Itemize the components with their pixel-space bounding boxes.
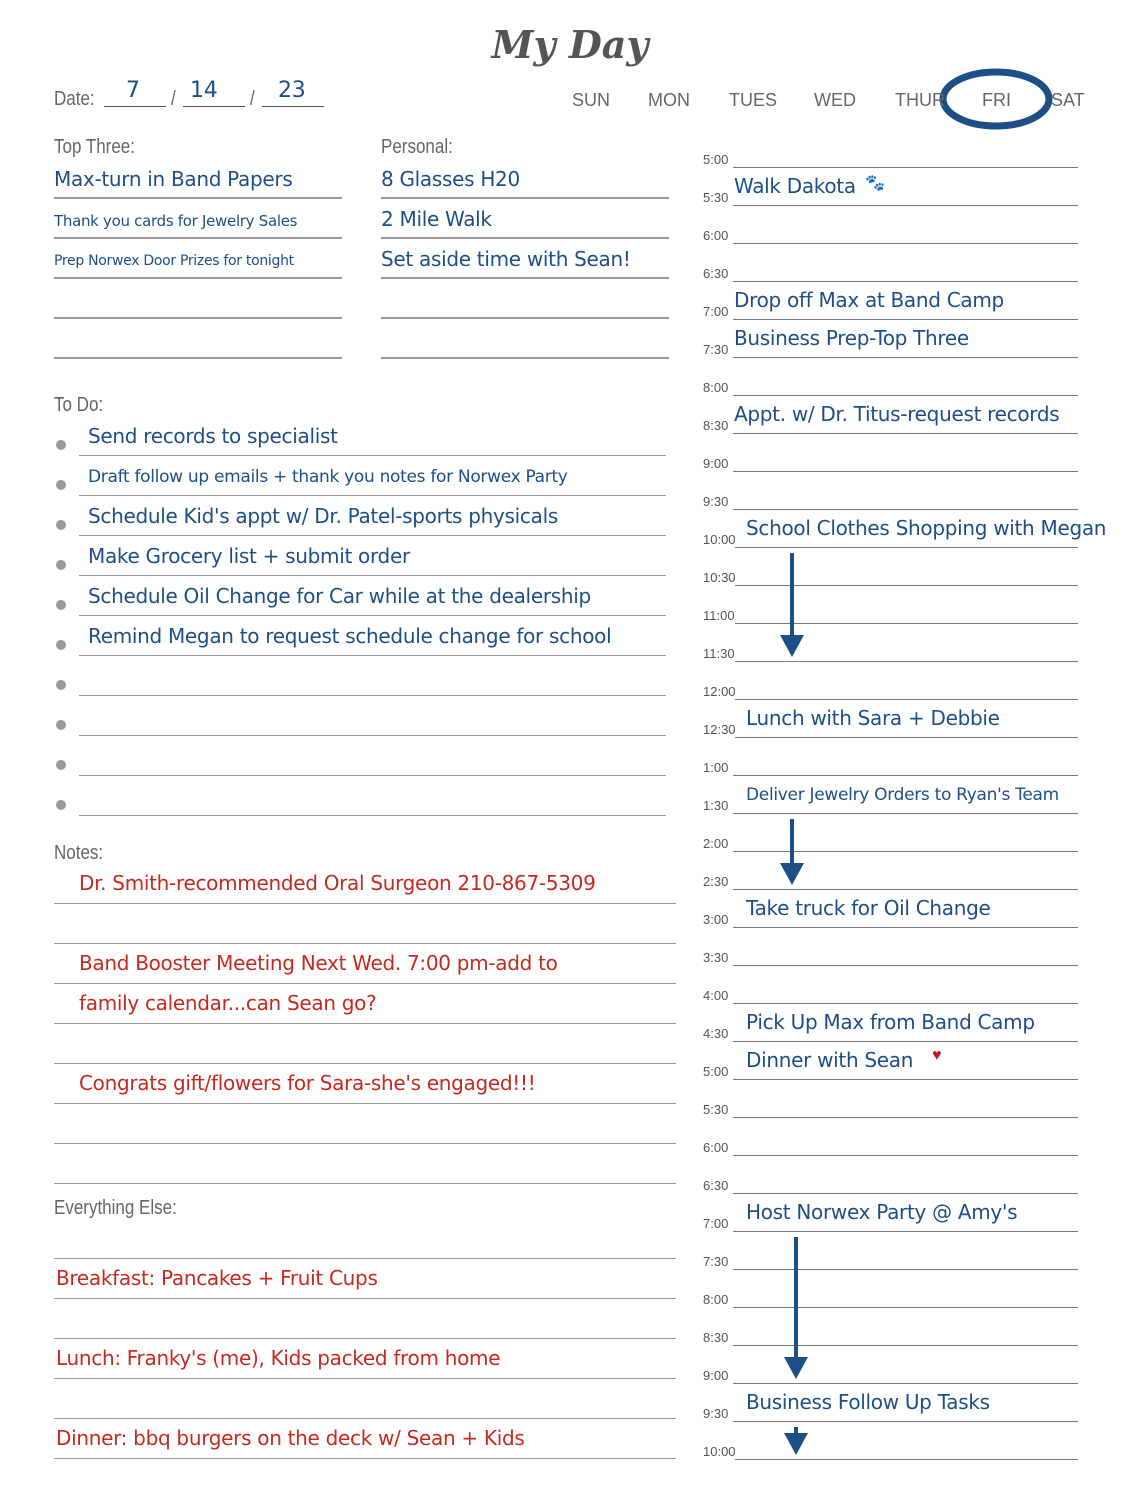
todo-item[interactable]: Schedule Oil Change for Car while at the dealership: [88, 584, 591, 608]
date-label: Date:: [54, 88, 95, 110]
weekday-tues[interactable]: TUES: [729, 90, 778, 110]
time-slot-label: 8:00: [703, 380, 729, 395]
schedule-line: [733, 433, 1078, 434]
todo-item[interactable]: Schedule Kid's appt w/ Dr. Patel-sports physicals: [88, 504, 558, 528]
todo-bullet-icon: [56, 640, 66, 650]
everything-else-text[interactable]: Lunch: Franky's (me), Kids packed from home: [56, 1346, 501, 1370]
todo-line: [79, 815, 666, 816]
everything-else-line: [54, 1298, 676, 1299]
schedule-line: [733, 1231, 1078, 1232]
schedule-line: [735, 737, 1078, 738]
everything-else-text[interactable]: Dinner: bbq burgers on the deck w/ Sean + Kids: [56, 1426, 525, 1450]
time-slot-label: 9:30: [703, 494, 729, 509]
schedule-entry[interactable]: Pick Up Max from Band Camp: [746, 1010, 1035, 1034]
schedule-entry[interactable]: Appt. w/ Dr. Titus-request records: [734, 402, 1060, 426]
personal-item[interactable]: 8 Glasses H20: [381, 167, 520, 191]
todo-item[interactable]: Make Grocery list + submit order: [88, 544, 410, 568]
notes-line: [54, 1183, 676, 1184]
time-slot-label: 12:30: [703, 722, 736, 737]
time-slot-label: 9:30: [703, 1406, 729, 1421]
todo-item[interactable]: Remind Megan to request schedule change for school: [88, 624, 612, 648]
everything-else-label: Everything Else:: [54, 1197, 177, 1219]
notes-text[interactable]: family calendar...can Sean go?: [79, 991, 377, 1015]
personal-item[interactable]: Set aside time with Sean!: [381, 247, 631, 271]
notes-line: [54, 1063, 676, 1064]
notes-text[interactable]: Dr. Smith-recommended Oral Surgeon 210-867-5309: [79, 871, 596, 895]
todo-line: [79, 455, 666, 456]
time-slot-label: 3:00: [703, 912, 729, 927]
continuation-arrow-icon: [777, 553, 807, 661]
time-slot-label: 10:00: [703, 1444, 736, 1459]
todo-line: [79, 695, 666, 696]
time-slot-label: 7:30: [703, 342, 729, 357]
schedule-entry[interactable]: School Clothes Shopping with Megan: [746, 516, 1107, 540]
continuation-arrow-icon: [781, 1427, 811, 1459]
todo-line: [79, 575, 666, 576]
paw-icon: 🐾: [865, 175, 885, 192]
page-title: My Day: [491, 22, 649, 67]
schedule-line: [733, 205, 1078, 206]
todo-bullet-icon: [56, 520, 66, 530]
todo-line: [79, 495, 666, 496]
time-slot-label: 6:30: [703, 1178, 729, 1193]
schedule-entry[interactable]: Dinner with Sean: [746, 1048, 914, 1072]
weekday-thur[interactable]: THUR: [895, 90, 945, 110]
schedule-line: [733, 471, 1078, 472]
time-slot-label: 10:30: [703, 570, 736, 585]
date-month[interactable]: 7: [126, 78, 140, 103]
schedule-line: [733, 319, 1078, 320]
todo-bullet-icon: [56, 440, 66, 450]
top-three-line: [54, 317, 342, 319]
todo-line: [79, 535, 666, 536]
schedule-line: [733, 1155, 1078, 1156]
date-separator: /: [171, 88, 176, 110]
top-three-label: Top Three:: [54, 136, 135, 158]
time-slot-label: 1:00: [703, 760, 729, 775]
schedule-line: [735, 699, 1078, 700]
todo-line: [79, 615, 666, 616]
personal-label: Personal:: [381, 136, 453, 158]
top-three-line: [54, 357, 342, 359]
schedule-line: [733, 509, 1078, 510]
time-slot-label: 5:30: [703, 190, 729, 205]
schedule-line: [733, 1117, 1078, 1118]
schedule-line: [733, 1041, 1078, 1042]
schedule-line: [733, 281, 1078, 282]
todo-bullet-icon: [56, 800, 66, 810]
top-three-item[interactable]: Max-turn in Band Papers: [54, 167, 293, 191]
schedule-line: [735, 661, 1078, 662]
todo-line: [79, 735, 666, 736]
schedule-line: [733, 357, 1078, 358]
notes-line: [54, 1103, 676, 1104]
top-three-line: [54, 237, 342, 239]
time-slot-label: 9:00: [703, 456, 729, 471]
time-slot-label: 7:30: [703, 1254, 729, 1269]
todo-line: [79, 775, 666, 776]
todo-bullet-icon: [56, 600, 66, 610]
everything-else-line: [54, 1258, 676, 1259]
time-slot-label: 7:00: [703, 304, 729, 319]
todo-item[interactable]: Draft follow up emails + thank you notes for Norwex Party: [88, 467, 568, 487]
time-slot-label: 12:00: [703, 684, 736, 699]
time-slot-label: 8:30: [703, 1330, 729, 1345]
todo-bullet-icon: [56, 760, 66, 770]
weekday-sun[interactable]: SUN: [572, 90, 611, 110]
top-three-line: [54, 197, 342, 199]
todo-bullet-icon: [56, 680, 66, 690]
todo-bullet-icon: [56, 480, 66, 490]
time-slot-label: 6:00: [703, 1140, 729, 1155]
time-slot-label: 8:30: [703, 418, 729, 433]
schedule-entry[interactable]: Walk Dakota: [734, 174, 856, 198]
schedule-line: [733, 1079, 1078, 1080]
continuation-arrow-icon: [781, 1237, 811, 1383]
notes-label: Notes:: [54, 842, 104, 864]
time-slot-label: 1:30: [703, 798, 729, 813]
notes-text[interactable]: Band Booster Meeting Next Wed. 7:00 pm-add to: [79, 951, 558, 975]
time-slot-label: 11:30: [703, 646, 735, 661]
time-slot-label: 3:30: [703, 950, 729, 965]
time-slot-label: 10:00: [703, 532, 736, 547]
top-three-item[interactable]: Prep Norwex Door Prizes for tonight: [54, 253, 294, 269]
time-slot-label: 5:30: [703, 1102, 729, 1117]
schedule-entry[interactable]: Deliver Jewelry Orders to Ryan's Team: [746, 785, 1059, 805]
todo-bullet-icon: [56, 560, 66, 570]
time-slot-label: 4:00: [703, 988, 729, 1003]
schedule-line: [733, 927, 1078, 928]
time-slot-label: 2:00: [703, 836, 729, 851]
notes-line: [54, 903, 676, 904]
time-slot-label: 5:00: [703, 1064, 729, 1079]
personal-line: [381, 197, 669, 199]
schedule-entry[interactable]: Host Norwex Party @ Amy's: [746, 1200, 1018, 1224]
notes-text[interactable]: Congrats gift/flowers for Sara-she's engaged!!!: [79, 1071, 536, 1095]
todo-line: [79, 655, 666, 656]
personal-item[interactable]: 2 Mile Walk: [381, 207, 492, 231]
schedule-line: [735, 547, 1078, 548]
schedule-line: [733, 395, 1078, 396]
weekday-wed[interactable]: WED: [814, 90, 856, 110]
heart-icon: ♥: [932, 1047, 942, 1064]
everything-else-line: [54, 1418, 676, 1419]
todo-item[interactable]: Send records to specialist: [88, 424, 338, 448]
schedule-line: [733, 1383, 1078, 1384]
weekday-mon[interactable]: MON: [648, 90, 690, 110]
personal-line: [381, 357, 669, 359]
schedule-line: [733, 889, 1078, 890]
time-slot-label: 9:00: [703, 1368, 729, 1383]
schedule-entry[interactable]: Lunch with Sara + Debbie: [746, 706, 1000, 730]
time-slot-label: 6:00: [703, 228, 729, 243]
schedule-line: [733, 243, 1078, 244]
personal-line: [381, 237, 669, 239]
date-day[interactable]: 14: [190, 78, 218, 103]
everything-else-line: [54, 1378, 676, 1379]
time-slot-label: 11:00: [703, 608, 735, 623]
todo-label: To Do:: [54, 394, 104, 416]
notes-line: [54, 1143, 676, 1144]
notes-line: [54, 1023, 676, 1024]
notes-line: [54, 943, 676, 944]
schedule-line: [735, 1459, 1078, 1460]
schedule-line: [733, 1003, 1078, 1004]
schedule-entry[interactable]: Business Prep-Top Three: [734, 326, 969, 350]
top-three-line: [54, 277, 342, 279]
personal-line: [381, 317, 669, 319]
schedule-entry[interactable]: Take truck for Oil Change: [746, 896, 991, 920]
personal-line: [381, 277, 669, 279]
time-slot-label: 6:30: [703, 266, 729, 281]
time-slot-label: 8:00: [703, 1292, 729, 1307]
notes-line: [54, 983, 676, 984]
everything-else-line: [54, 1338, 676, 1339]
todo-bullet-icon: [56, 720, 66, 730]
schedule-entry[interactable]: Business Follow Up Tasks: [746, 1390, 990, 1414]
date-year[interactable]: 23: [278, 78, 306, 103]
time-slot-label: 4:30: [703, 1026, 729, 1041]
schedule-line: [733, 167, 1078, 168]
date-separator: /: [250, 88, 255, 110]
schedule-entry[interactable]: Drop off Max at Band Camp: [734, 288, 1004, 312]
top-three-item[interactable]: Thank you cards for Jewelry Sales: [54, 212, 298, 230]
time-slot-label: 7:00: [703, 1216, 729, 1231]
weekday-fri[interactable]: FRI: [982, 90, 1011, 110]
everything-else-text[interactable]: Breakfast: Pancakes + Fruit Cups: [56, 1266, 378, 1290]
everything-else-line: [54, 1458, 676, 1459]
schedule-line: [733, 813, 1078, 814]
schedule-line: [733, 1193, 1078, 1194]
schedule-line: [733, 965, 1078, 966]
schedule-line: [733, 1421, 1078, 1422]
weekday-sat[interactable]: SAT: [1051, 90, 1085, 110]
schedule-line: [733, 775, 1078, 776]
continuation-arrow-icon: [777, 819, 807, 889]
time-slot-label: 5:00: [703, 152, 729, 167]
time-slot-label: 2:30: [703, 874, 729, 889]
